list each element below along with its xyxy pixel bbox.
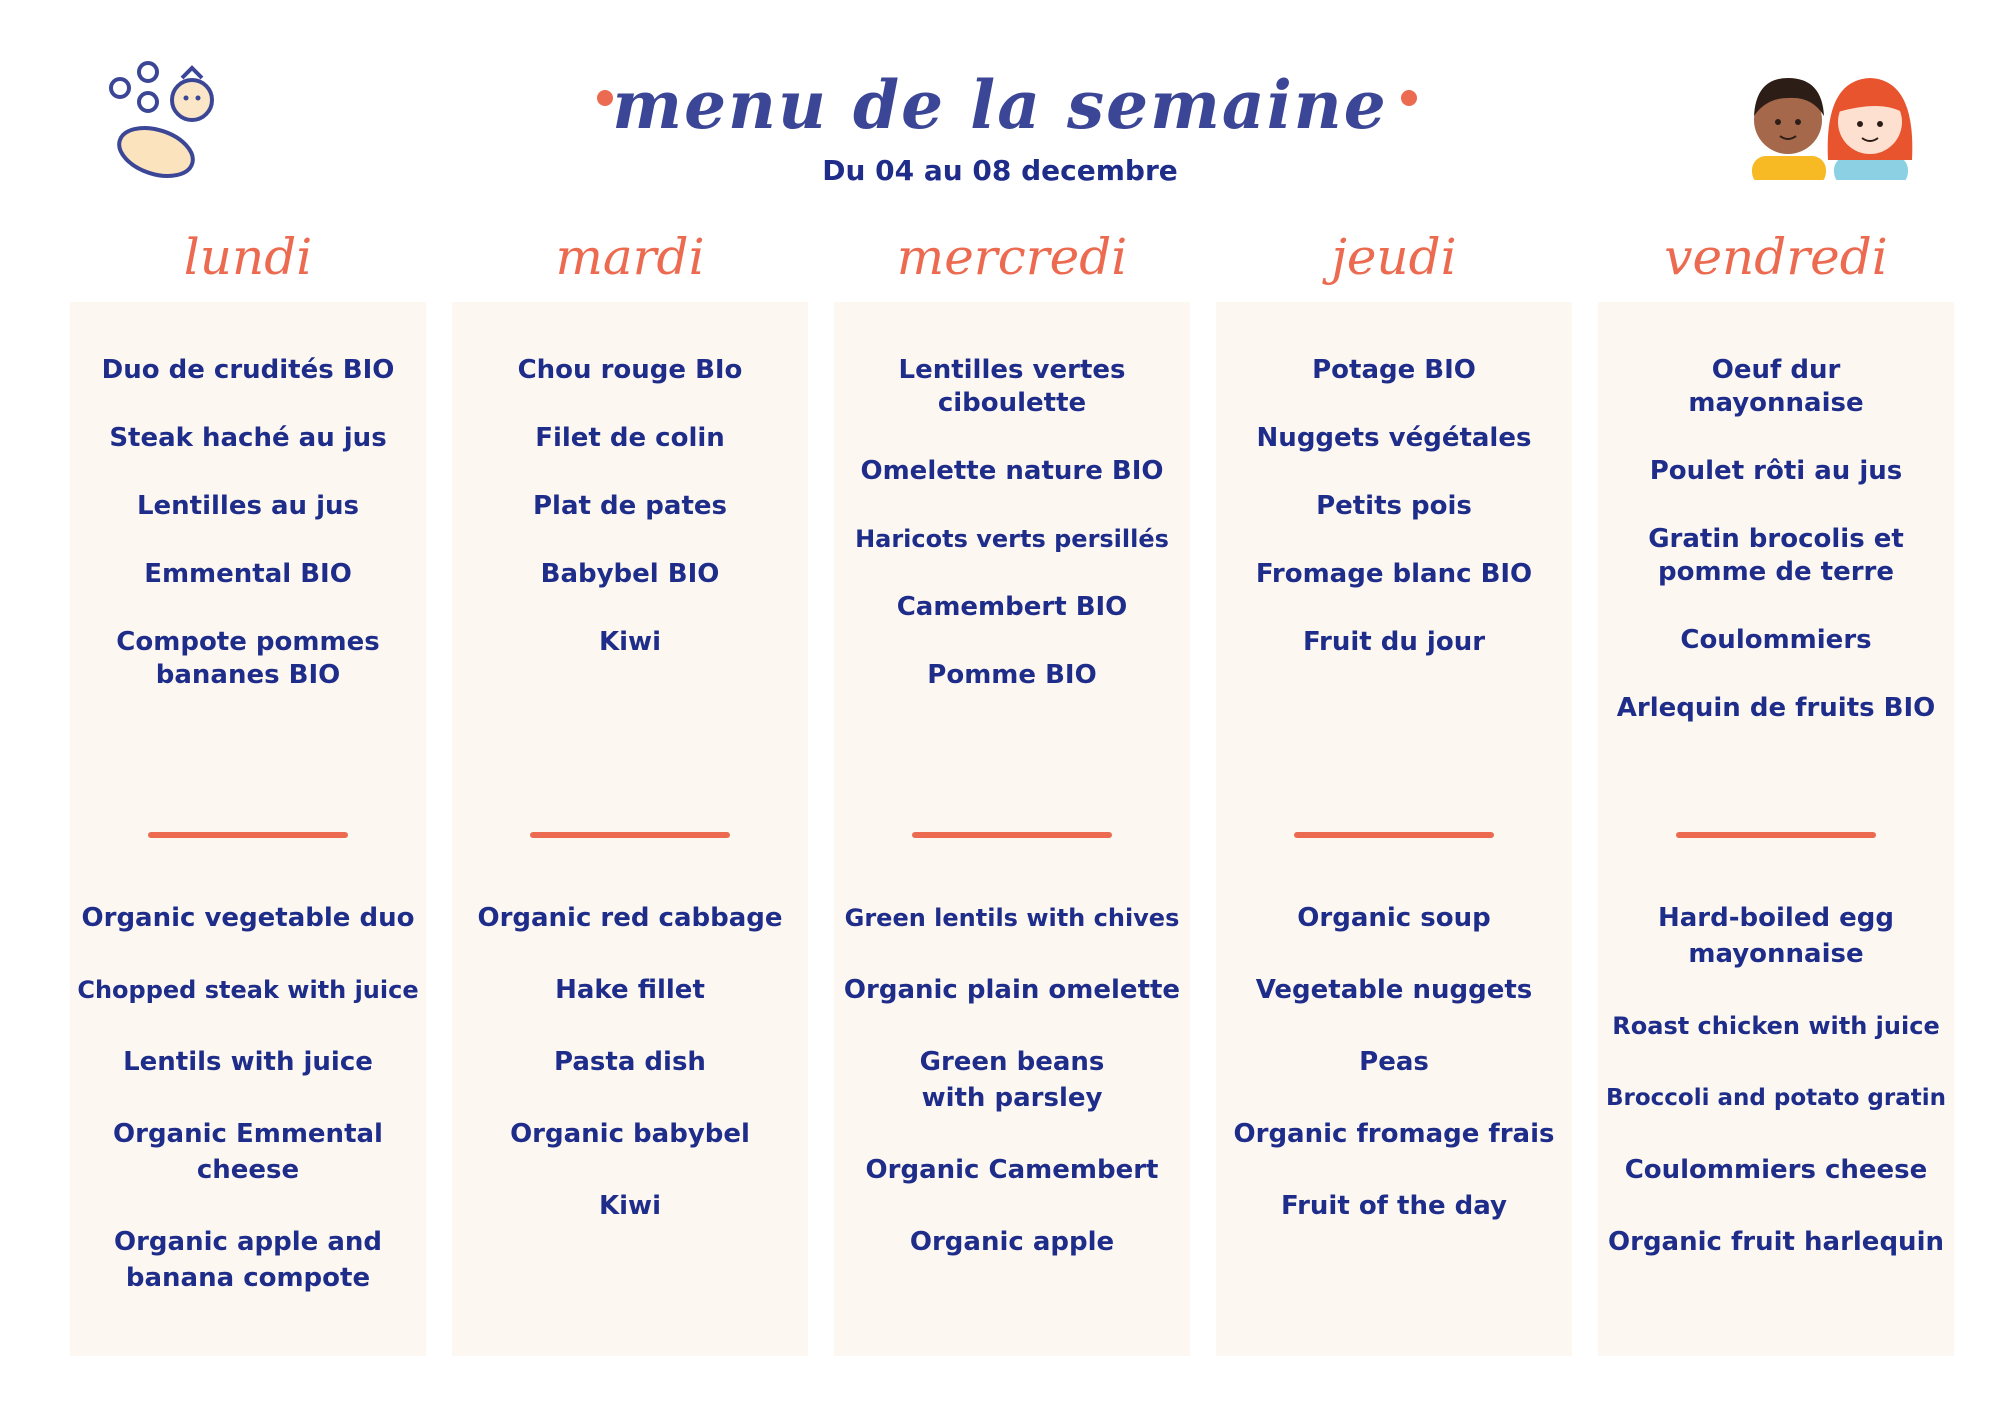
day-label-vendredi: vendredi [1664, 228, 1888, 286]
menu-item-en: Organic fromage frais [1233, 1119, 1555, 1149]
menu-item-en: Broccoli and potato gratin [1605, 1085, 1947, 1111]
menu-item-fr: Fruit du jour [1302, 627, 1486, 657]
menu-item-en: Organic plain omelette [843, 975, 1181, 1005]
menu-item-fr: Arlequin de fruits BIO [1616, 693, 1936, 723]
menu-item-en: Roast chicken with juice [1612, 1012, 1940, 1040]
english-menu-list [70, 900, 426, 1332]
menu-item-en: Hard-boiled egg mayonnaise [1658, 903, 1894, 969]
section-divider [1294, 832, 1494, 838]
menu-item-fr: Lentilles au jus [136, 491, 360, 521]
menu-item-fr: Petits pois [1316, 491, 1472, 521]
day-label-mardi: mardi [555, 228, 705, 286]
day-column-lundi [70, 302, 426, 1356]
menu-item-fr: Compote pommes bananes BIO [116, 627, 380, 690]
day-column-vendredi [1598, 302, 1954, 1356]
menu-item-fr: Fromage blanc BIO [1255, 559, 1533, 589]
title-dot-right [1401, 90, 1417, 106]
menu-item-fr: Duo de crudités BIO [101, 355, 395, 385]
menu-item-en: Green lentils with chives [844, 904, 1180, 932]
menu-item-en: Peas [1359, 1047, 1429, 1077]
menu-item-fr: Coulommiers [1680, 625, 1872, 655]
menu-item-en: Fruit of the day [1281, 1191, 1507, 1221]
french-menu-list [452, 354, 808, 694]
french-menu-list [834, 354, 1190, 727]
menu-item-en: Chopped steak with juice [77, 976, 419, 1004]
english-menu-list [834, 900, 1190, 1296]
day-column-jeudi [1216, 302, 1572, 1356]
english-menu-list [452, 900, 808, 1260]
menu-item-fr: Gratin brocolis et pomme de terre [1648, 524, 1904, 587]
menu-item-en: Organic red cabbage [477, 903, 783, 933]
menu-item-fr: Babybel BIO [540, 559, 720, 589]
day-label-mercredi: mercredi [896, 228, 1128, 286]
menu-item-en: Pasta dish [554, 1047, 706, 1077]
menu-item-fr: Nuggets végétales [1256, 423, 1532, 453]
day-label-lundi: lundi [183, 228, 313, 286]
menu-item-en: Lentils with juice [123, 1047, 373, 1077]
menu-item-en: Hake fillet [555, 975, 705, 1005]
menu-item-fr: Chou rouge BIo [517, 355, 743, 385]
menu-item-fr: Plat de pates [533, 491, 727, 521]
menu-item-fr: Poulet rôti au jus [1649, 456, 1903, 486]
menu-item-fr: Steak haché au jus [109, 423, 387, 453]
menu-item-fr: Haricots verts persillés [855, 525, 1169, 553]
menu-item-fr: Filet de colin [535, 423, 725, 453]
page-title: menu de la semaine [612, 66, 1388, 144]
menu-item-fr: Emmental BIO [144, 559, 352, 589]
section-divider [912, 832, 1112, 838]
menu-item-en: Coulommiers cheese [1624, 1155, 1928, 1185]
menu-item-fr: Oeuf dur mayonnaise [1688, 355, 1864, 418]
menu-item-en: Organic apple [909, 1227, 1115, 1257]
menu-item-en: Organic fruit harlequin [1608, 1227, 1944, 1257]
menu-item-fr: Potage BIO [1312, 355, 1476, 385]
day-column-mercredi [834, 302, 1190, 1356]
french-menu-list [1598, 354, 1954, 760]
menu-item-fr: Omelette nature BIO [860, 456, 1164, 486]
page-subtitle: Du 04 au 08 decembre [822, 154, 1178, 187]
menu-item-en: Organic Emmental cheese [113, 1119, 383, 1185]
kids-faces-icon [1740, 60, 1920, 180]
day-label-jeudi: jeudi [1331, 228, 1457, 286]
menu-item-en: Green beans with parsley [919, 1047, 1105, 1113]
menu-item-fr: Lentilles vertes ciboulette [898, 355, 1126, 418]
menu-item-en: Vegetable nuggets [1255, 975, 1533, 1005]
french-menu-list [70, 354, 426, 727]
menu-item-en: Organic babybel [510, 1119, 750, 1149]
section-divider [1676, 832, 1876, 838]
english-menu-list [1598, 900, 1954, 1296]
section-divider [148, 832, 348, 838]
menu-item-fr: Kiwi [599, 627, 661, 657]
day-column-mardi [452, 302, 808, 1356]
menu-item-fr: Pomme BIO [927, 660, 1097, 690]
menu-item-fr: Camembert BIO [896, 592, 1128, 622]
menu-item-en: Kiwi [599, 1191, 661, 1221]
english-menu-list [1216, 900, 1572, 1260]
menu-item-en: Organic apple and banana compote [114, 1227, 382, 1293]
menu-item-en: Organic vegetable duo [81, 903, 415, 933]
section-divider [530, 832, 730, 838]
french-menu-list [1216, 354, 1572, 694]
menu-item-en: Organic soup [1297, 903, 1491, 933]
menu-item-en: Organic Camembert [865, 1155, 1159, 1185]
